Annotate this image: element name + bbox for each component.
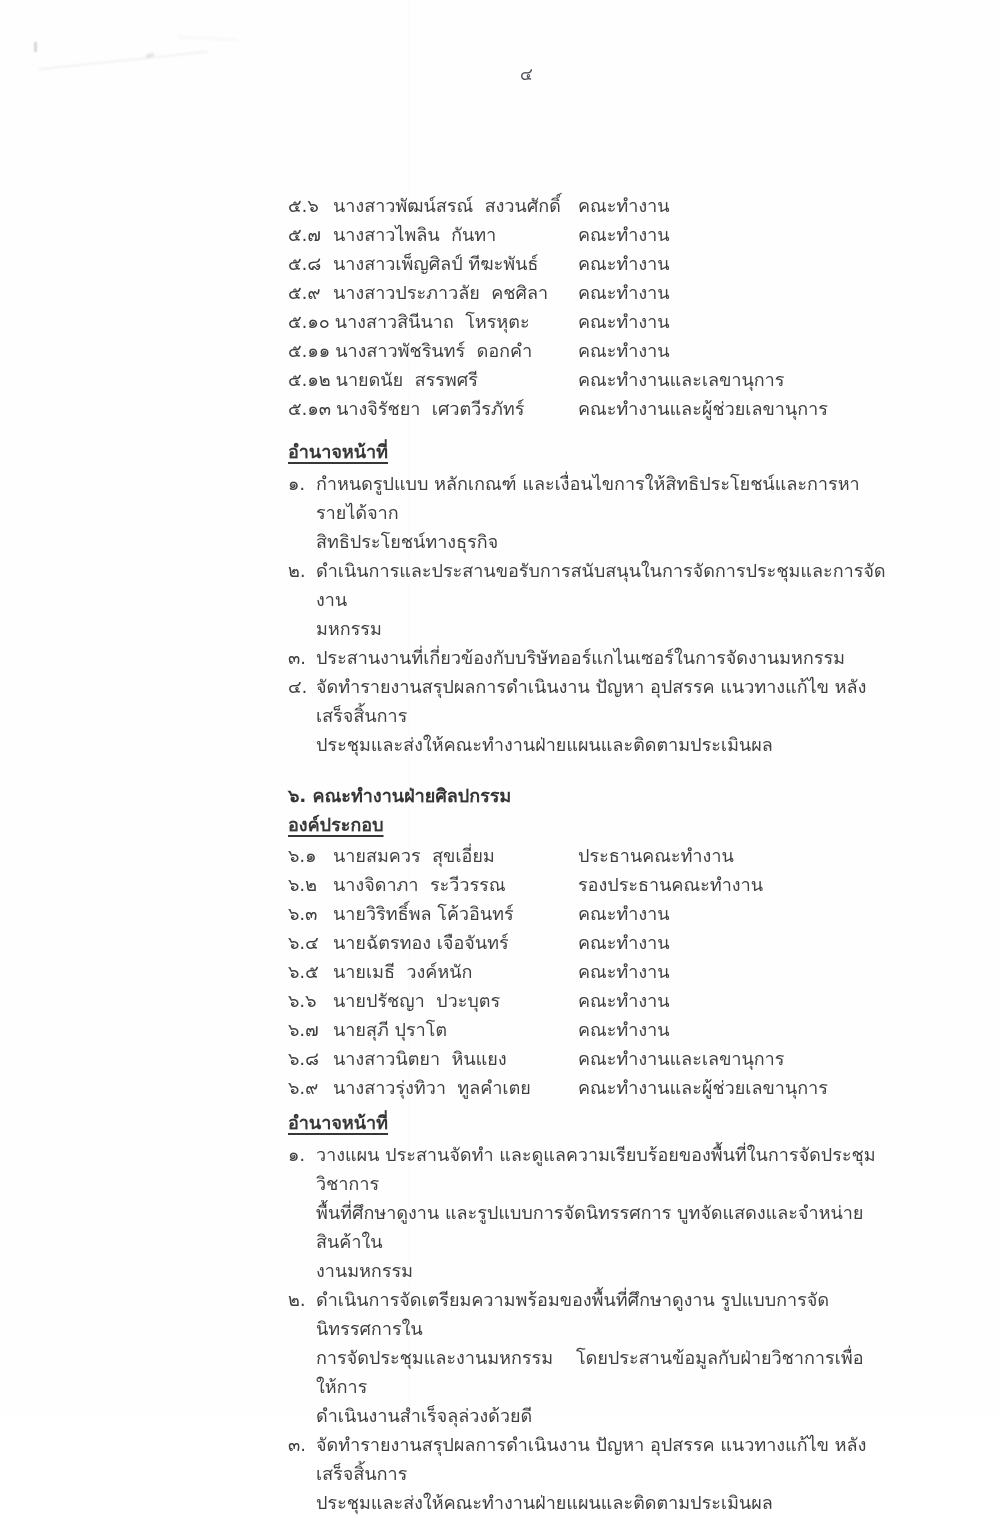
member-role: รองประธานคณะทำงาน	[578, 875, 764, 896]
member-number: ๕.๗	[288, 225, 321, 246]
member-name: นายปรัชญา ปวะบุตร	[333, 991, 501, 1012]
member-row	[288, 1045, 888, 1074]
member-role: คณะทำงาน	[578, 283, 670, 304]
duty-number: ๒.	[288, 1290, 306, 1311]
member-name: นายวิริทธิ์พล โค้วอินทร์	[333, 904, 514, 925]
member-row	[288, 395, 888, 424]
duty-item	[288, 1141, 888, 1286]
member-row	[288, 987, 888, 1016]
duty-number: ๔.	[288, 677, 308, 698]
member-number: ๕.๑๓	[288, 399, 332, 420]
member-row	[288, 308, 888, 337]
member-number: ๕.๑๑	[288, 341, 331, 362]
member-row	[288, 929, 888, 958]
member-row	[288, 900, 888, 929]
member-role: คณะทำงาน	[578, 962, 670, 983]
member-role: คณะทำงาน	[578, 225, 670, 246]
member-role: คณะทำงานและผู้ช่วยเลขานุการ	[578, 1078, 828, 1099]
member-role: คณะทำงาน	[578, 196, 670, 217]
member-name: นางสาวนิตยา หินแยง	[333, 1049, 507, 1070]
member-number: ๖.๗	[288, 1020, 319, 1041]
member-number: ๖.๙	[288, 1078, 319, 1099]
page-number: ๔	[520, 65, 533, 85]
duty-item	[288, 557, 888, 644]
composition-heading: องค์ประกอบ	[288, 815, 384, 836]
member-name: นายเมธี วงค์หนัก	[333, 962, 473, 983]
member-number: ๕.๙	[288, 283, 321, 304]
duties-list-1	[288, 470, 888, 760]
member-row	[288, 1074, 888, 1103]
member-role: ประธานคณะทำงาน	[578, 846, 734, 867]
member-role: คณะทำงาน	[578, 933, 670, 954]
member-row	[288, 1016, 888, 1045]
member-name: นายสมควร สุขเอี่ยม	[333, 846, 495, 867]
member-number: ๕.๑๐	[288, 312, 330, 333]
member-name: นางสาวสินีนาถ โหรหุตะ	[334, 312, 530, 333]
member-number: ๖.๔	[288, 933, 319, 954]
duty-number: ๑.	[288, 474, 306, 495]
member-row	[288, 366, 888, 395]
member-role: คณะทำงาน	[578, 254, 670, 275]
duty-number: ๑.	[288, 1145, 306, 1166]
duty-text: กำหนดรูปแบบ หลักเกณฑ์ และเงื่อนไขการให้สิทธิประโยชน์และการหารายได้จาก สิทธิประโยชน์ทางธุรกิจ	[316, 474, 860, 553]
member-number: ๖.๒	[288, 875, 318, 896]
duty-text: จัดทำรายงานสรุปผลการดำเนินงาน ปัญหา อุปสรรค แนวทางแก้ไข หลังเสร็จสิ้นการ ประชุมและส่งให้คณะทำงานฝ่ายแผนและติดตามประเมินผล	[316, 1435, 867, 1514]
member-row	[288, 250, 888, 279]
member-number: ๖.๓	[288, 904, 318, 925]
member-name: นางสาวประภาวลัย คชศิลา	[333, 283, 549, 304]
member-name: นางสาวรุ่งทิวา ทูลคำเตย	[333, 1078, 531, 1099]
duties-heading-2: อำนาจหน้าที่	[288, 1113, 389, 1134]
duties-list-2	[288, 1141, 888, 1518]
member-row	[288, 842, 888, 871]
member-row	[288, 192, 888, 221]
duty-item	[288, 673, 888, 760]
member-number: ๕.๖	[288, 196, 319, 217]
member-name: นายดนัย สรรพศรี	[335, 370, 478, 391]
member-role: คณะทำงานและผู้ช่วยเลขานุการ	[578, 399, 828, 420]
member-role: คณะทำงาน	[578, 991, 670, 1012]
member-name: นางสาวเพ็ญศิลป์ ทีฆะพันธ์	[333, 254, 539, 275]
member-role: คณะทำงาน	[578, 904, 670, 925]
duty-item	[288, 1286, 888, 1431]
member-number: ๖.๖	[288, 991, 317, 1012]
duty-item	[288, 644, 888, 673]
duty-text: วางแผน ประสานจัดทำ และดูแลความเรียบร้อยของพื้นที่ในการจัดประชุมวิชาการ พื้นที่ศึกษาดูงาน และรูปแบบการจัดนิทรรศการ บูทจัดแสดงและจำหน่ายสินค้าใน งานมหกรรม	[316, 1145, 876, 1282]
member-role: คณะทำงาน	[578, 1020, 670, 1041]
duty-number: ๓.	[288, 648, 307, 669]
member-row	[288, 871, 888, 900]
section-6-title: ๖. คณะทำงานฝ่ายศิลปกรรม	[288, 786, 512, 807]
member-name: นางจิดาภา ระวีวรรณ	[333, 875, 506, 896]
member-row	[288, 337, 888, 366]
duty-text: ดำเนินการจัดเตรียมความพร้อมของพื้นที่ศึกษาดูงาน รูปแบบการจัดนิทรรศการใน การจัดประชุมและงานมหกรรม โดยประสานข้อมูลกับฝ่ายวิชาการเพื่อให้การ ดำเนินงานสำเร็จลุล่วงด้วยดี	[316, 1290, 864, 1427]
duty-text: ดำเนินการและประสานขอรับการสนับสนุนในการจัดการประชุมและการจัดงาน มหกรรม	[316, 561, 886, 640]
member-number: ๖.๘	[288, 1049, 320, 1070]
member-number: ๖.๑	[288, 846, 317, 867]
member-name: นายฉัตรทอง เจือจันทร์	[333, 933, 509, 954]
member-role: คณะทำงานและเลขานุการ	[578, 370, 785, 391]
document-content	[288, 178, 888, 1518]
member-row	[288, 221, 888, 250]
member-role: คณะทำงานและเลขานุการ	[578, 1049, 785, 1070]
member-number: ๕.๘	[288, 254, 322, 275]
committee-6-member-list	[288, 842, 888, 1103]
member-name: นางสาวพัฒน์สรณ์ สงวนศักดิ์	[333, 196, 561, 217]
member-row	[288, 279, 888, 308]
duty-text: ประสานงานที่เกี่ยวข้องกับบริษัทออร์แกไนเซอร์ในการจัดงานมหกรรม	[316, 648, 846, 669]
duty-item	[288, 1431, 888, 1518]
member-number: ๕.๑๒	[288, 370, 331, 391]
duty-item	[288, 470, 888, 557]
member-row	[288, 958, 888, 987]
duties-heading-1: อำนาจหน้าที่	[288, 442, 389, 463]
committee-5-member-list	[288, 192, 888, 424]
duty-number: ๒.	[288, 561, 306, 582]
member-name: นางสาวไพลิน กันทา	[333, 225, 497, 246]
member-name: นางสาวพัชรินทร์ ดอกคำ	[335, 341, 533, 362]
member-number: ๖.๕	[288, 962, 319, 983]
member-role: คณะทำงาน	[578, 312, 670, 333]
duty-number: ๓.	[288, 1435, 307, 1456]
member-role: คณะทำงาน	[578, 341, 670, 362]
smudge-artifact	[28, 36, 228, 86]
member-name: นางจิรัชยา เศวตวีรภัทร์	[336, 399, 525, 420]
member-name: นายสุภี ปุราโต	[333, 1020, 448, 1041]
duty-text: จัดทำรายงานสรุปผลการดำเนินงาน ปัญหา อุปสรรค แนวทางแก้ไข หลังเสร็จสิ้นการ ประชุมและส่งให้คณะทำงานฝ่ายแผนและติดตามประเมินผล	[316, 677, 867, 756]
